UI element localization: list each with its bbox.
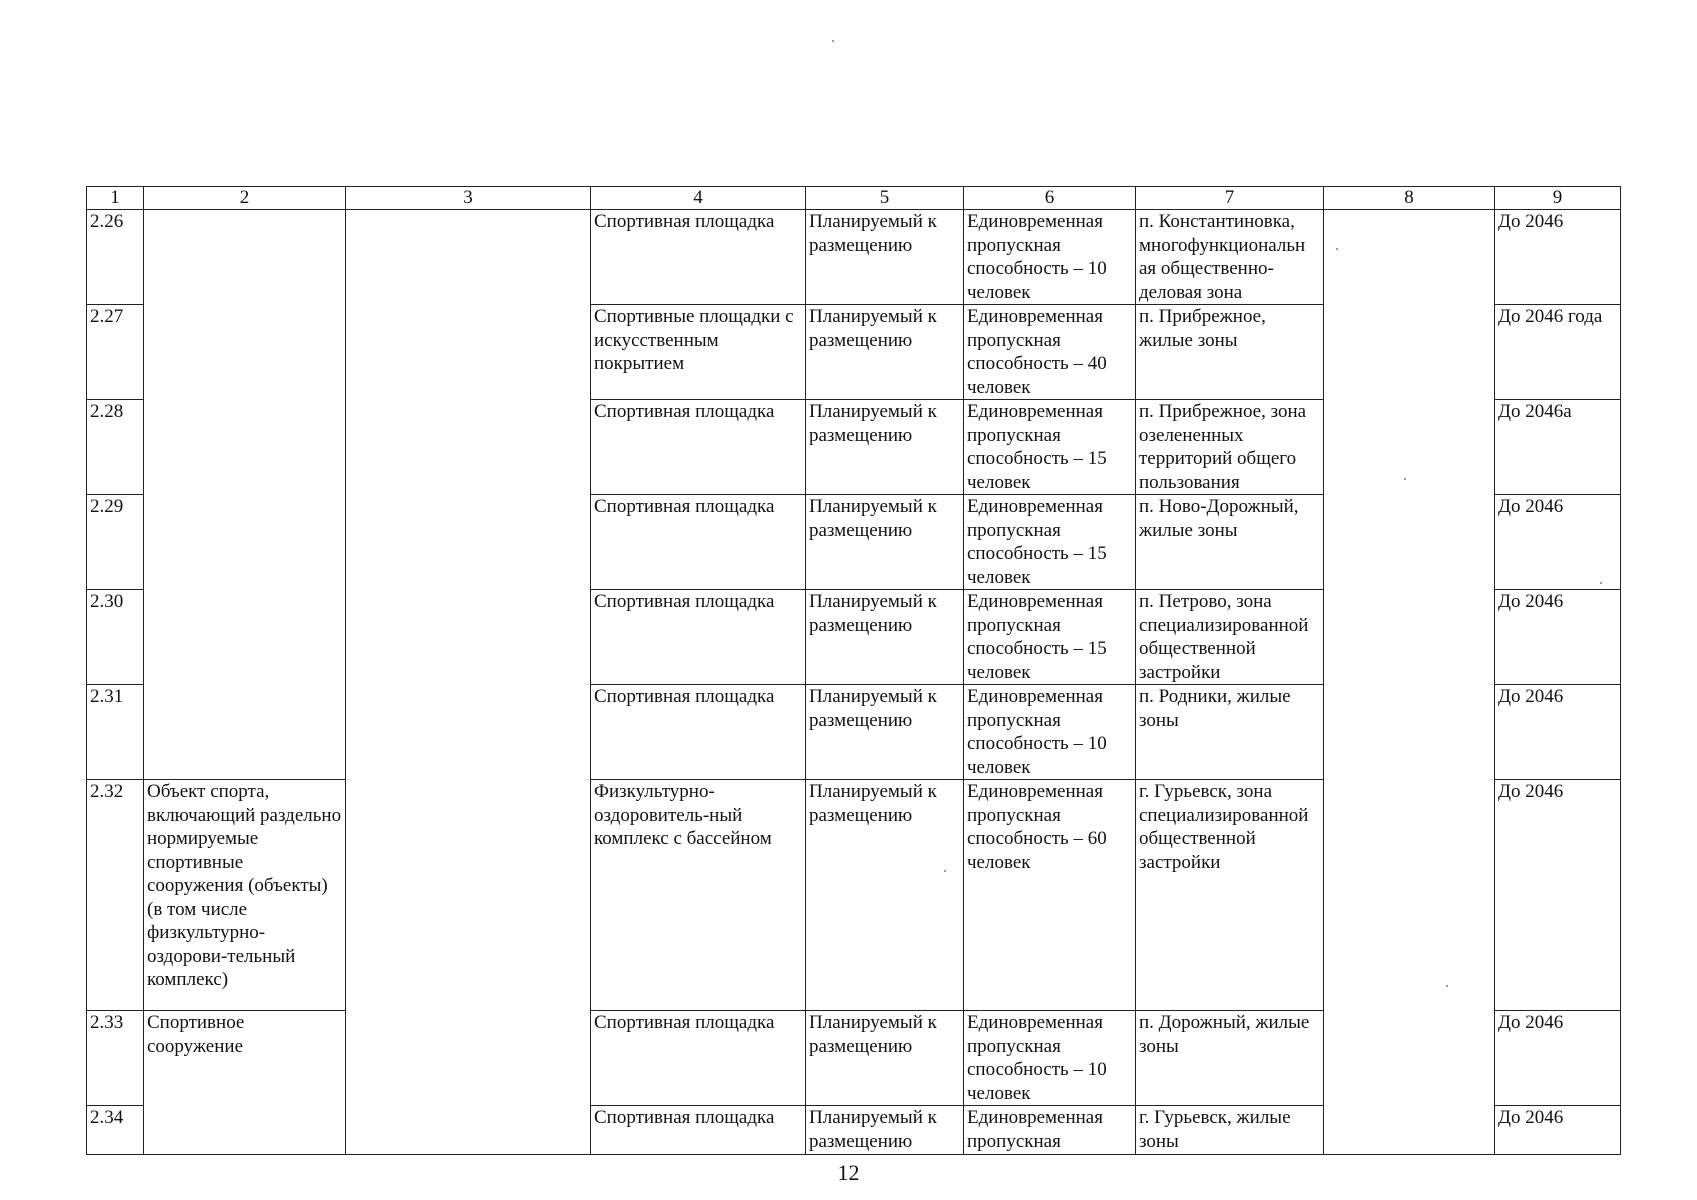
scan-speck bbox=[1446, 985, 1448, 987]
row-number: 2.32 bbox=[87, 780, 144, 1011]
row-number: 2.30 bbox=[87, 590, 144, 685]
category-cell-empty bbox=[144, 210, 346, 780]
column-3-cell-empty bbox=[346, 210, 591, 1155]
row-number: 2.26 bbox=[87, 210, 144, 305]
object-name: Спортивная площадка bbox=[591, 400, 806, 495]
object-term: До 2046 bbox=[1495, 685, 1621, 780]
object-term: До 2046 bbox=[1495, 1011, 1621, 1106]
object-location: п. Прибрежное, зона озелененных территорий общего пользования bbox=[1136, 400, 1324, 495]
object-capacity: Единовременная пропускная bbox=[964, 1106, 1136, 1155]
object-status: Планируемый к размещению bbox=[806, 210, 964, 305]
object-name: Спортивные площадки с искусственным покрытием bbox=[591, 305, 806, 400]
column-header: 8 bbox=[1324, 187, 1495, 210]
object-name: Спортивная площадка bbox=[591, 685, 806, 780]
object-status: Планируемый к размещению bbox=[806, 685, 964, 780]
object-capacity: Единовременная пропускная способность – 15 человек bbox=[964, 400, 1136, 495]
row-number: 2.27 bbox=[87, 305, 144, 400]
scan-speck bbox=[1404, 478, 1406, 480]
object-status: Планируемый к размещению bbox=[806, 590, 964, 685]
row-number: 2.28 bbox=[87, 400, 144, 495]
object-location: п. Петрово, зона специализированной общественной застройки bbox=[1136, 590, 1324, 685]
object-status: Планируемый к размещению bbox=[806, 305, 964, 400]
scan-speck bbox=[832, 40, 834, 42]
object-status: Планируемый к размещению bbox=[806, 400, 964, 495]
object-status: Планируемый к размещению bbox=[806, 495, 964, 590]
object-term: До 2046 bbox=[1495, 1106, 1621, 1155]
object-capacity: Единовременная пропускная способность – 10 человек bbox=[964, 1011, 1136, 1106]
row-number: 2.29 bbox=[87, 495, 144, 590]
object-status: Планируемый к размещению bbox=[806, 1106, 964, 1155]
category-cell: Спортивное сооружение bbox=[144, 1011, 346, 1155]
object-name: Спортивная площадка bbox=[591, 495, 806, 590]
column-header: 7 bbox=[1136, 187, 1324, 210]
object-term: До 2046 bbox=[1495, 780, 1621, 1011]
object-location: п. Прибрежное, жилые зоны bbox=[1136, 305, 1324, 400]
object-term: До 2046 bbox=[1495, 590, 1621, 685]
object-location: п. Константиновка, многофункциональн ая общественно-деловая зона bbox=[1136, 210, 1324, 305]
object-capacity: Единовременная пропускная способность – 15 человек bbox=[964, 590, 1136, 685]
column-header: 1 bbox=[87, 187, 144, 210]
object-capacity: Единовременная пропускная способность – 15 человек bbox=[964, 495, 1136, 590]
column-header: 5 bbox=[806, 187, 964, 210]
object-term: До 2046а bbox=[1495, 400, 1621, 495]
column-header: 2 bbox=[144, 187, 346, 210]
object-location: г. Гурьевск, жилые зоны bbox=[1136, 1106, 1324, 1155]
scan-speck bbox=[1336, 248, 1338, 250]
column-number-row bbox=[87, 187, 1621, 210]
object-name: Спортивная площадка bbox=[591, 1106, 806, 1155]
object-capacity: Единовременная пропускная способность – 40 человек bbox=[964, 305, 1136, 400]
column-header: 9 bbox=[1495, 187, 1621, 210]
table-row bbox=[87, 210, 1621, 305]
object-term: До 2046 bbox=[1495, 210, 1621, 305]
column-header: 6 bbox=[964, 187, 1136, 210]
object-term: До 2046 года bbox=[1495, 305, 1621, 400]
category-cell: Объект спорта, включающий раздельно нормируемые спортивные сооружения (объекты) (в том числе физкультурно-оздорови-тельный комплекс) bbox=[144, 780, 346, 1011]
object-capacity: Единовременная пропускная способность – 10 человек bbox=[964, 210, 1136, 305]
row-number: 2.34 bbox=[87, 1106, 144, 1155]
object-location: п. Дорожный, жилые зоны bbox=[1136, 1011, 1324, 1106]
column-8-cell-empty bbox=[1324, 210, 1495, 1155]
scan-speck bbox=[1600, 582, 1602, 584]
object-capacity: Единовременная пропускная способность – 60 человек bbox=[964, 780, 1136, 1011]
object-location: п. Родники, жилые зоны bbox=[1136, 685, 1324, 780]
object-status: Планируемый к размещению bbox=[806, 780, 964, 1011]
object-name: Спортивная площадка bbox=[591, 590, 806, 685]
object-location: г. Гурьевск, зона специализированной общественной застройки bbox=[1136, 780, 1324, 1011]
object-name: Спортивная площадка bbox=[591, 210, 806, 305]
object-status: Планируемый к размещению bbox=[806, 1011, 964, 1106]
column-header: 3 bbox=[346, 187, 591, 210]
column-header: 4 bbox=[591, 187, 806, 210]
object-name: Физкультурно-оздоровитель-ный комплекс с бассейном bbox=[591, 780, 806, 1011]
object-name: Спортивная площадка bbox=[591, 1011, 806, 1106]
object-location: п. Ново-Дорожный, жилые зоны bbox=[1136, 495, 1324, 590]
row-number: 2.33 bbox=[87, 1011, 144, 1106]
object-capacity: Единовременная пропускная способность – 10 человек bbox=[964, 685, 1136, 780]
object-term: До 2046 bbox=[1495, 495, 1621, 590]
facilities-table bbox=[86, 186, 1621, 1155]
page-number: 12 bbox=[837, 1160, 860, 1185]
row-number: 2.31 bbox=[87, 685, 144, 780]
scan-speck bbox=[944, 870, 946, 872]
